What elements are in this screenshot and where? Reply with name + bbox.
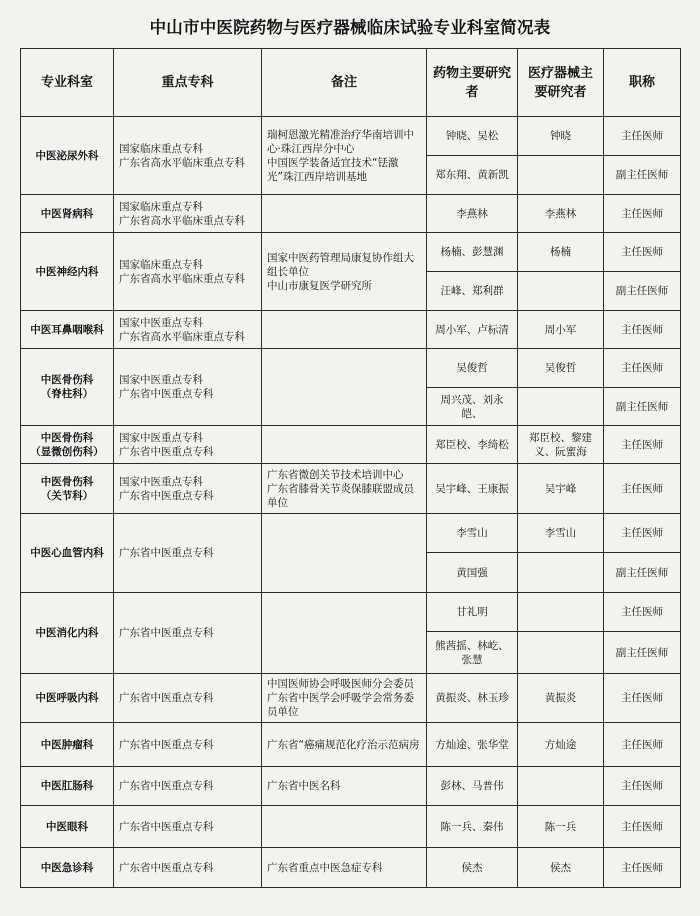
title-cell: 主任医师: [604, 514, 681, 553]
title-cell: 主任医师: [604, 195, 681, 233]
drug-investigator-cell: 钟晓、吴松: [427, 117, 518, 156]
drug-investigator-cell: 黄国强: [427, 553, 518, 593]
table-row: [21, 848, 681, 888]
cell-line: 广东省中医重点专科: [119, 627, 214, 639]
note-cell: [262, 195, 427, 233]
dept-cell: [21, 674, 114, 723]
drug-investigator-cell: 吴俊哲: [427, 349, 518, 388]
drug-investigator-cell: 吴宇峰、王康振: [427, 464, 518, 514]
drug-investigator-cell: 黄振炎、林玉珍: [427, 674, 518, 723]
cell-line: 广东省中医名科: [267, 780, 341, 792]
device-investigator-cell: 侯杰: [518, 848, 604, 888]
title-cell: 主任医师: [604, 848, 681, 888]
table-row: [21, 767, 681, 806]
key-specialty-cell: [114, 195, 262, 233]
cell-line: 广东省中医重点专科: [119, 445, 214, 458]
title-cell: 副主任医师: [604, 553, 681, 593]
table-row: [21, 426, 681, 464]
cell-line: 国家中医药管理局康复协作组大组长单位: [267, 251, 414, 278]
note-cell: [262, 806, 427, 848]
note-cell: [262, 514, 427, 593]
cell-line: 广东省高水平临床重点专科: [119, 330, 245, 343]
cell-line: 广东省高水平临床重点专科: [119, 272, 245, 285]
drug-investigator-cell: 李雪山: [427, 514, 518, 553]
key-specialty-cell: [114, 117, 262, 195]
key-specialty-cell: [114, 848, 262, 888]
header-key-specialty: 重点专科: [114, 49, 262, 117]
note-cell: [262, 848, 427, 888]
device-investigator-cell: [518, 156, 604, 195]
dept-cell: [21, 195, 114, 233]
key-specialty-cell: [114, 426, 262, 464]
table-header-row: [21, 49, 681, 117]
note-cell: [262, 723, 427, 767]
device-investigator-cell: 杨楠: [518, 233, 604, 272]
title-cell: 副主任医师: [604, 632, 681, 674]
cell-line: 中医消化内科: [35, 627, 99, 639]
table-row: [21, 233, 681, 272]
device-investigator-cell: 方灿途: [518, 723, 604, 767]
cell-line: 中医骨伤科: [40, 475, 94, 488]
cell-line: 中国医师协会呼吸医师分会委员: [267, 678, 414, 690]
dept-cell: [21, 723, 114, 767]
cell-line: （脊柱科）: [40, 388, 94, 400]
dept-cell: [21, 464, 114, 514]
cell-line: 国家中医重点专科: [119, 475, 203, 488]
cell-line: 中山市康复医学研究所: [267, 279, 372, 292]
device-investigator-cell: 郑臣校、黎建义、阮蜜海: [518, 426, 604, 464]
title-cell: 主任医师: [604, 233, 681, 272]
note-cell: [262, 767, 427, 806]
device-investigator-cell: 周小军: [518, 311, 604, 349]
table-row: [21, 195, 681, 233]
drug-investigator-cell: 侯杰: [427, 848, 518, 888]
drug-investigator-cell: 杨楠、彭慧渊: [427, 233, 518, 272]
cell-line: 中医呼吸内科: [35, 692, 99, 704]
drug-investigator-cell: 周小军、卢标清: [427, 311, 518, 349]
dept-cell: [21, 514, 114, 593]
cell-line: 国家临床重点专科: [119, 200, 203, 213]
dept-cell: [21, 767, 114, 806]
table-row: [21, 674, 681, 723]
cell-line: 中医肾病科: [40, 207, 94, 220]
title-cell: 副主任医师: [604, 156, 681, 195]
table-row: [21, 723, 681, 767]
key-specialty-cell: [114, 514, 262, 593]
drug-investigator-cell: 郑臣校、李绮松: [427, 426, 518, 464]
cell-line: 中医急诊科: [40, 861, 94, 874]
note-cell: [262, 464, 427, 514]
drug-investigator-cell: 熊茜摇、林屹、张慧: [427, 632, 518, 674]
cell-line: 瑞柯恩激光精准治疗华南培训中心·珠江西岸分中心: [267, 128, 414, 155]
note-cell: [262, 593, 427, 674]
title-cell: 主任医师: [604, 806, 681, 848]
cell-line: 中医肿瘤科: [40, 738, 94, 751]
title-cell: 副主任医师: [604, 388, 681, 426]
cell-line: 中医眼科: [46, 820, 88, 833]
device-investigator-cell: [518, 553, 604, 593]
device-investigator-cell: 陈一兵: [518, 806, 604, 848]
drug-investigator-cell: 汪峰、郑利群: [427, 272, 518, 311]
drug-investigator-cell: 陈一兵、秦伟: [427, 806, 518, 848]
drug-investigator-cell: 李燕林: [427, 195, 518, 233]
device-investigator-cell: 李雪山: [518, 514, 604, 553]
device-investigator-cell: [518, 272, 604, 311]
dept-cell: [21, 233, 114, 311]
title-cell: 主任医师: [604, 674, 681, 723]
cell-line: 中国医学装备适宜技术“铥激光”珠江西岸培训基地: [267, 156, 399, 183]
cell-line: 中医骨伤科: [40, 374, 94, 386]
table-row: [21, 806, 681, 848]
cell-line: 广东省中医重点专科: [119, 388, 214, 400]
cell-line: 广东省“癌痛规范化疗治示范病房: [267, 738, 420, 751]
dept-cell: [21, 593, 114, 674]
device-investigator-cell: 李燕林: [518, 195, 604, 233]
device-investigator-cell: [518, 767, 604, 806]
dept-cell: [21, 349, 114, 426]
drug-investigator-cell: 方灿途、张华堂: [427, 723, 518, 767]
header-dept: 专业科室: [21, 49, 114, 117]
key-specialty-cell: [114, 311, 262, 349]
department-table: [20, 48, 681, 888]
device-investigator-cell: 吴宇峰: [518, 464, 604, 514]
drug-investigator-cell: 彭林、马普伟: [427, 767, 518, 806]
table-row: [21, 117, 681, 156]
table-row: [21, 464, 681, 514]
title-cell: 主任医师: [604, 117, 681, 156]
header-device-investigator: 医疗器械主要研究者: [518, 49, 604, 117]
cell-line: 广东省中医重点专科: [119, 489, 214, 502]
key-specialty-cell: [114, 674, 262, 723]
cell-line: （显微创伤科）: [30, 445, 104, 458]
page-title: 中山市中医院药物与医疗器械临床试验专业科室简况表: [149, 18, 551, 37]
key-specialty-cell: [114, 723, 262, 767]
dept-cell: [21, 311, 114, 349]
cell-line: 广东省微创关节技术培训中心: [267, 468, 404, 481]
cell-line: 广东省中医重点专科: [119, 738, 214, 751]
cell-line: 国家临床重点专科: [119, 258, 203, 271]
device-investigator-cell: [518, 388, 604, 426]
cell-line: 国家临床重点专科: [119, 142, 203, 155]
cell-line: 中医泌尿外科: [35, 149, 99, 162]
key-specialty-cell: [114, 593, 262, 674]
drug-investigator-cell: 甘礼明: [427, 593, 518, 632]
table-row: [21, 514, 681, 553]
title-cell: 主任医师: [604, 593, 681, 632]
title-cell: 主任医师: [604, 311, 681, 349]
cell-line: 中医肛肠科: [40, 780, 94, 792]
cell-line: 国家中医重点专科: [119, 316, 203, 329]
title-cell: 副主任医师: [604, 272, 681, 311]
cell-line: 国家中医重点专科: [119, 431, 203, 444]
device-investigator-cell: [518, 593, 604, 632]
device-investigator-cell: 吴俊哲: [518, 349, 604, 388]
cell-line: 广东省膝骨关节炎保膝联盟成员单位: [267, 482, 414, 509]
dept-cell: [21, 117, 114, 195]
cell-line: 广东省中医重点专科: [119, 861, 214, 874]
note-cell: [262, 426, 427, 464]
note-cell: [262, 233, 427, 311]
note-cell: [262, 349, 427, 426]
cell-line: 广东省中医重点专科: [119, 692, 214, 704]
cell-line: 中医心血管内科: [30, 547, 104, 559]
cell-line: 中医神经内科: [35, 265, 99, 278]
table-row: [21, 593, 681, 632]
device-investigator-cell: 黄振炎: [518, 674, 604, 723]
cell-line: 广东省中医学会呼吸学会常务委员单位: [267, 692, 414, 718]
cell-line: 广东省中医重点专科: [119, 820, 214, 833]
cell-line: 中医骨伤科: [40, 431, 94, 444]
cell-line: 中医耳鼻咽喉科: [30, 323, 104, 336]
dept-cell: [21, 426, 114, 464]
cell-line: 广东省重点中医急症专科: [267, 861, 383, 874]
dept-cell: [21, 806, 114, 848]
dept-cell: [21, 848, 114, 888]
device-investigator-cell: [518, 632, 604, 674]
key-specialty-cell: [114, 349, 262, 426]
title-cell: 主任医师: [604, 767, 681, 806]
key-specialty-cell: [114, 806, 262, 848]
cell-line: （关节科）: [40, 489, 94, 502]
note-cell: [262, 674, 427, 723]
note-cell: [262, 117, 427, 195]
title-cell: 主任医师: [604, 426, 681, 464]
table-row: [21, 311, 681, 349]
title-cell: 主任医师: [604, 349, 681, 388]
title-cell: 主任医师: [604, 464, 681, 514]
drug-investigator-cell: 郑东翔、黄新凯: [427, 156, 518, 195]
cell-line: 国家中医重点专科: [119, 374, 203, 386]
key-specialty-cell: [114, 233, 262, 311]
header-title: 职称: [604, 49, 681, 117]
title-cell: 主任医师: [604, 723, 681, 767]
note-cell: [262, 311, 427, 349]
drug-investigator-cell: 周兴茂、刘永皑、: [427, 388, 518, 426]
cell-line: 广东省高水平临床重点专科: [119, 214, 245, 227]
table-row: [21, 349, 681, 388]
key-specialty-cell: [114, 464, 262, 514]
cell-line: 广东省中医重点专科: [119, 780, 214, 792]
header-drug-investigator: 药物主要研究者: [427, 49, 518, 117]
header-note: 备注: [262, 49, 427, 117]
device-investigator-cell: 钟晓: [518, 117, 604, 156]
key-specialty-cell: [114, 767, 262, 806]
cell-line: 广东省中医重点专科: [119, 547, 214, 559]
cell-line: 广东省高水平临床重点专科: [119, 156, 245, 169]
